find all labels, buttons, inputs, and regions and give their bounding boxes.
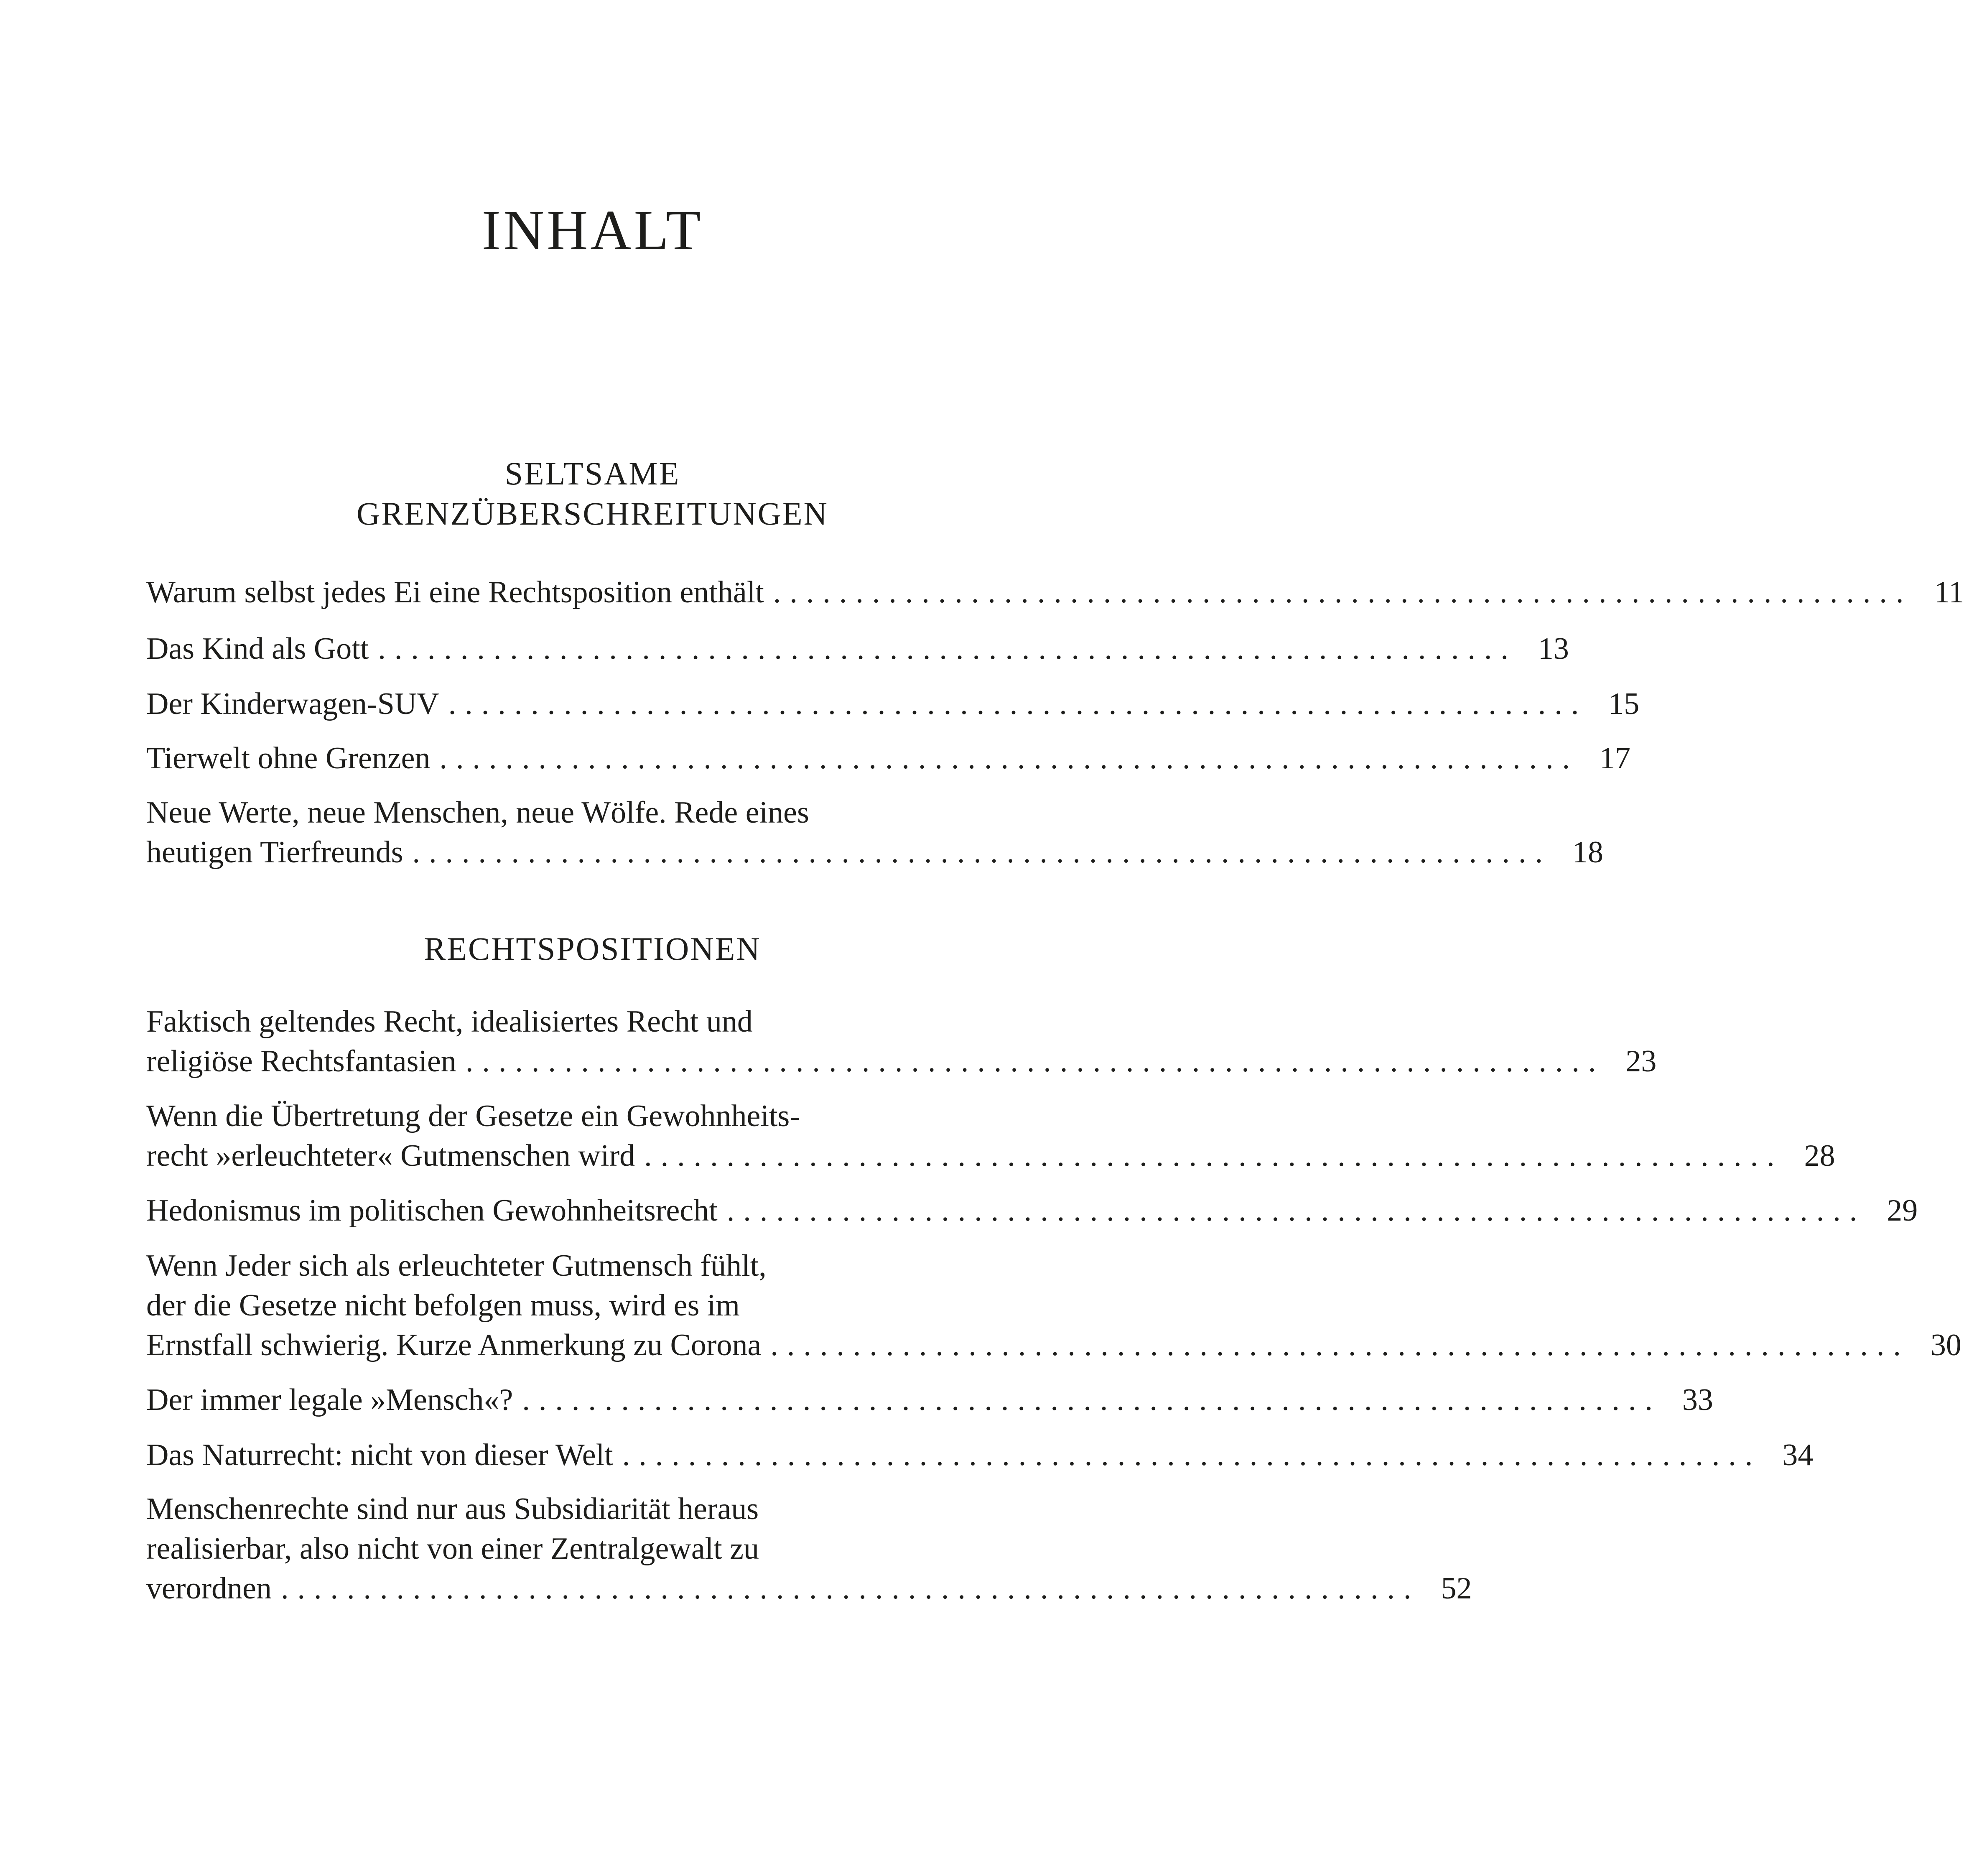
toc-entry: [146, 1096, 1835, 1176]
page-title: INHALT: [481, 199, 703, 262]
toc-entry: [146, 739, 1631, 778]
toc-entry: [146, 1246, 1961, 1365]
dot-leader: .....................................................................: [280, 1571, 1420, 1606]
toc-entry-text: Wenn die Übertretung der Gesetze ein Gewohnheits-: [146, 1099, 800, 1133]
toc-entry: [146, 793, 1604, 872]
toc-entry-text: verordnen: [146, 1571, 272, 1606]
toc-entry: [146, 1191, 1918, 1231]
toc-entry-text: realisierbar, also nicht von einer Zentralgewalt zu: [146, 1532, 759, 1566]
toc-entry-text: religiöse Rechtsfantasien: [146, 1044, 456, 1078]
toc-entry: [146, 684, 1640, 724]
toc-entry: [146, 1380, 1713, 1420]
toc-page-number: 11: [1934, 575, 1964, 609]
toc-entry-text: Warum selbst jedes Ei eine Rechtsposition enthält: [146, 575, 764, 609]
toc-page-number: 29: [1887, 1193, 1918, 1228]
toc-entry: [146, 1002, 1657, 1081]
toc-page-number: 34: [1782, 1438, 1814, 1472]
dot-leader: .....................................................................: [770, 1328, 1910, 1362]
toc-entry-text: Hedonismus im politischen Gewohnheitsrecht: [146, 1193, 718, 1228]
toc-page-number: 13: [1538, 632, 1569, 666]
toc-entry-text: der die Gesetze nicht befolgen muss, wird es im: [146, 1288, 740, 1323]
toc-entry-text: heutigen Tierfreunds: [146, 835, 403, 869]
toc-page-number: 28: [1804, 1139, 1835, 1173]
toc-entry-text: Tierwelt ohne Grenzen: [146, 741, 431, 775]
dot-leader: .....................................................................: [773, 575, 1913, 609]
toc-page-number: 33: [1682, 1383, 1713, 1417]
toc-page-number: 23: [1625, 1044, 1657, 1078]
dot-leader: .....................................................................: [448, 687, 1588, 721]
toc-page-number: 52: [1441, 1571, 1472, 1606]
toc-entry-text: Der Kinderwagen-SUV: [146, 687, 439, 721]
dot-leader: .....................................................................: [378, 632, 1517, 666]
dot-leader: .....................................................................: [622, 1438, 1762, 1472]
toc-page-number: 18: [1572, 835, 1604, 869]
dot-leader: .....................................................................: [465, 1044, 1605, 1078]
toc-entry: [146, 1435, 1814, 1475]
toc-entry-text: Wenn Jeder sich als erleuchteter Gutmensch fühlt,: [146, 1249, 767, 1283]
toc-entry-text: Der immer legale »Mensch«?: [146, 1383, 513, 1417]
toc-entry: [146, 629, 1569, 669]
dot-leader: .....................................................................: [439, 741, 1579, 775]
section-heading-grenzueberschreitungen: [0, 454, 1185, 534]
toc-page-number: 17: [1600, 741, 1631, 775]
toc-entry-text: Das Kind als Gott: [146, 632, 369, 666]
toc-entry-text: Menschenrechte sind nur aus Subsidiarität heraus: [146, 1492, 759, 1526]
toc-entry-text: Faktisch geltendes Recht, idealisiertes Recht und: [146, 1004, 753, 1039]
dot-leader: .....................................................................: [412, 835, 1552, 869]
toc-entry-text: recht »erleuchteter« Gutmenschen wird: [146, 1139, 635, 1173]
toc-entry: [146, 573, 1964, 612]
section-heading-line: RECHTSPOSITIONEN: [424, 930, 761, 967]
section-heading-line: SELTSAME: [504, 455, 680, 492]
toc-entry-text: Ernstfall schwierig. Kurze Anmerkung zu Corona: [146, 1328, 762, 1362]
dot-leader: .....................................................................: [522, 1383, 1661, 1417]
toc-page-number: 15: [1608, 687, 1640, 721]
dot-leader: .....................................................................: [726, 1193, 1866, 1228]
toc-entry-text: Neue Werte, neue Menschen, neue Wölfe. Rede eines: [146, 795, 809, 830]
toc-entry: [146, 1489, 1472, 1608]
section-heading-line: GRENZÜBERSCHREITUNGEN: [357, 495, 828, 532]
dot-leader: .....................................................................: [644, 1139, 1783, 1173]
toc-entry-text: Das Naturrecht: nicht von dieser Welt: [146, 1438, 613, 1472]
section-heading-rechtspositionen: [0, 929, 1185, 969]
toc-page-number: 30: [1930, 1328, 1961, 1362]
